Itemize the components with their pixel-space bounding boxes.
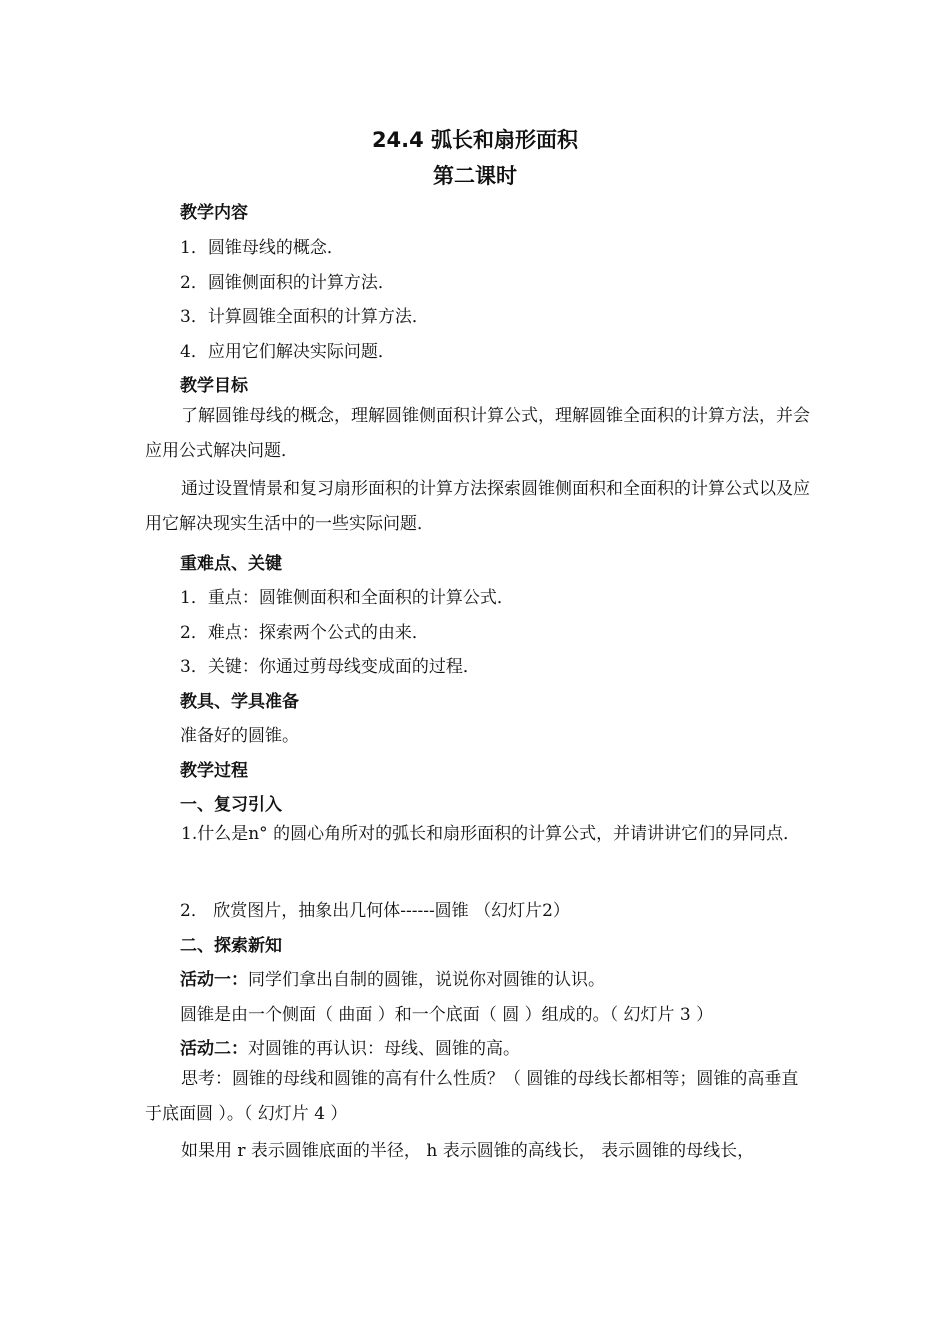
section-heading-materials: 教具、学具准备 [180,692,299,712]
section-heading-content: 教学内容 [180,203,248,223]
activity-label: 活动二： [180,1039,248,1059]
list-item: 2．圆锥侧面积的计算方法． [180,273,395,293]
section-heading-goals: 教学目标 [180,376,248,396]
document-title: 24.4 弧长和扇形面积 [371,128,579,152]
paragraph: 圆锥是由一个侧面（ 曲面 ）和一个底面（ 圆 ）组成的。（ 幻灯片 3 ） [180,1005,714,1025]
section-heading-process: 教学过程 [180,761,248,781]
paragraph: 2． 欣赏图片，抽象出几何体------圆锥 （幻灯片2） [180,901,570,921]
paragraph: 如果用 r 表示圆锥底面的半径， h 表示圆锥的高线长， 表示圆锥的母线长， [181,1141,755,1161]
paragraph: 通过设置情景和复习扇形面积的计算方法探索圆锥侧面积和全面积的计算公式以及应用它解决现实生活中的一些实际问题． [145,479,810,534]
subsection-heading: 一、复习引入 [180,795,282,815]
paragraph: 了解圆锥母线的概念，理解圆锥侧面积计算公式，理解圆锥全面积的计算方法，并会应用公式解决问题． [145,406,810,461]
activity-line: 活动二：对圆锥的再认识：母线、圆锥的高。 [180,1039,520,1059]
list-item: 3．计算圆锥全面积的计算方法． [180,307,429,327]
paragraph: 准备好的圆锥。 [180,726,299,746]
document-subtitle: 第二课时 [433,164,517,188]
section-heading-key-points: 重难点、关键 [180,554,282,574]
activity-label: 活动一： [180,970,248,990]
list-item: 4．应用它们解决实际问题． [180,342,395,362]
list-item: 2．难点：探索两个公式的由来． [180,623,429,643]
activity-line: 活动一：同学们拿出自制的圆锥，说说你对圆锥的认识。 [180,970,605,990]
paragraph: 1.什么是n° 的圆心角所对的弧长和扇形面积的计算公式，并请讲讲它们的异同点． [181,824,801,844]
list-item: 3．关键：你通过剪母线变成面的过程． [180,657,480,677]
list-item: 1．圆锥母线的概念． [180,238,344,258]
paragraph: 思考：圆锥的母线和圆锥的高有什么性质？（ 圆锥的母线长都相等；圆锥的高垂直于底面圆 ）。（ 幻灯片 4 ） [145,1069,799,1124]
list-item: 1．重点：圆锥侧面积和全面积的计算公式． [180,588,514,608]
subsection-heading: 二、探索新知 [180,936,282,956]
